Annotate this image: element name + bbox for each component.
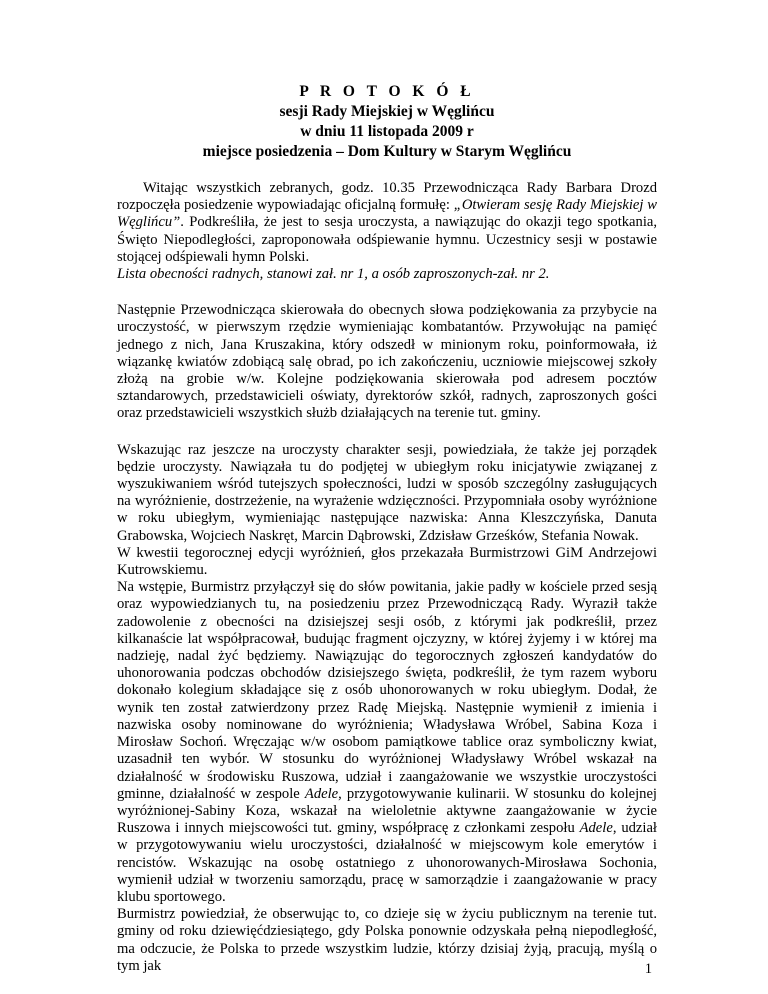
document-title: P R O T O K Ó Ł — [299, 83, 475, 100]
attendance-note: Lista obecności radnych, stanowi zał. nr 1, a osób zaproszonych-zał. nr 2. — [117, 266, 550, 283]
paragraph-opening — [117, 180, 657, 266]
opening-text: Witając wszystkich zebranych, godz. 10.35 Przewodnicząca Rady Barbara Drozd rozpoczęła posiedzenie wypowiadając oficjalną formułę: — [117, 180, 657, 214]
band-name: Adele — [579, 820, 613, 837]
header-line-date: w dniu 11 listopada 2009 r — [300, 123, 474, 140]
document-header — [117, 82, 657, 162]
paragraph-ceremony: Wskazując raz jeszcze na uroczysty charakter sesji, powiedziała, że także jej porządek będzie uroczysty. Nawiązała tu do podjętej w ubiegłym roku inicjatywie związanej z wyszukiwaniem wśród tutejszych społeczności, ludzi w sposób szczególny zasługujących na wyróżnienie, dostrzeżenie, na wyrażenie wdzięczności. Przypomniała osoby wyróżnione w roku ubiegłym, wymieniając następujące nazwiska: Anna Kleszczyńska, Danuta Grabowska, Wojciech Naskręt, Marcin Dąbrowski, Zdzisław Grześków, Stefania Nowak. — [117, 441, 657, 544]
paragraph-mayor-speech: Na wstępie, Burmistrz przyłączył się do słów powitania, jakie padły w kościele przed sesją oraz wypowiedzianych tu, na posiedzeniu przez Przewodniczącą Rady. Wyraził także zadowolenie z obecności na dzisiejszej sesji osób, z którymi jak podkreślił, przez kilkanaście lat współpracował, budując fragment ojczyzny, w której żyjemy i w której ma nadzieję, nadal żyć będziemy. Nawiązując do tegorocznych zgłoszeń kandydatów do uhonorowania podczas obchodów dzisiejszego święta, podkreślił, że tym razem wyboru dokonało kolegium składające się z osób uhonorowanych w roku ubiegłym. Dodał, że wynik ten został zatwierdzony przez Radę Miejską. Następnie wymienił z imienia i nazwiska osoby nominowane do wyróżnienia; Władysława Wróbel, Sabina Koza i Mirosław Sochoń. Wręczając w/w osobom pamiątkowe tablice oraz symboliczny kwiat, uzasadnił ten wybór. W stosunku do wyróżnionej Władysławy Wróbel wskazał na działalność w środowisku Ruszowa, udział i zaangażowanie we wszystkie uroczystości gminne, działalność w zespole Adele, przygotowywanie kulinarii. W stosunku do kolejnej wyróżnionej-Sabiny Koza, wskazał na wieloletnie aktywne zaangażowanie w życie Ruszowa i innych miejscowości tut. gminy, współpracę z członkami zespołu Adele, udział w przygotowywaniu wielu uroczystości, działalność w miejscowym kole emerytów i rencistów. Wskazując na osobę ostatniego z uhonorowanych-Mirosława Sochonia, wymienił udział w tworzeniu samorządu, pracę w samorządzie i zaangażowanie w pracy klubu sportowego. — [117, 579, 657, 905]
band-name: Adele — [304, 785, 339, 802]
header-line-session: sesji Rady Miejskiej w Węglińcu — [279, 103, 495, 120]
opening-text-continued: . Podkreśliła, że jest to sesja uroczysta, a nawiązując do okazji tego spotkania, Święto Niepodległości, zaproponowała odśpiewanie hymnu. Uczestnicy sesji w postawie stojącej odśpiewali hymn Polski. — [117, 214, 657, 265]
paragraph-mayor-reflection: Burmistrz powiedział, że obserwując to, co dzieje się w życiu publicznym na terenie tut. gminy od roku dziewięćdziesiątego, gdy Polska ponownie odzyskała pełną niepodległość, ma odczucie, że Polska to przede wszystkim ludzie, którzy dzisiaj żyją, pracują, myślą o tym jak — [117, 906, 657, 974]
opening-quote: „Otwieram sesję Rady Miejskiej w Węglińcu” — [117, 197, 657, 231]
header-line-venue: miejsce posiedzenia – Dom Kultury w Starym Węglińcu — [202, 143, 572, 160]
paragraph-thanks: Następnie Przewodnicząca skierowała do obecnych słowa podziękowania za przybycie na uroczystość, w pierwszym rzędzie wymieniając kombatantów. Przywołując na pamięć jednego z nich, Jana Kruszakina, który odszedł w minionym roku, poinformowała, iż wiązankę kwiatów zdobiącą salę obrad, po ich zakończeniu, uczniowie miejscowej szkoły złożą na grobie w/w. Kolejne podziękowania skierowała pod adresem pocztów sztandarowych, przedstawicieli oświaty, dyrektorów szkół, radnych, zaproszonych gości oraz przedstawicieli wszystkich służb działających na terenie tut. gminy. — [117, 302, 657, 422]
page-number: 1 — [644, 961, 652, 977]
paragraph-handover: W kwestii tegorocznej edycji wyróżnień, głos przekazała Burmistrzowi GiM Andrzejowi Kutrowskiemu. — [117, 544, 657, 579]
